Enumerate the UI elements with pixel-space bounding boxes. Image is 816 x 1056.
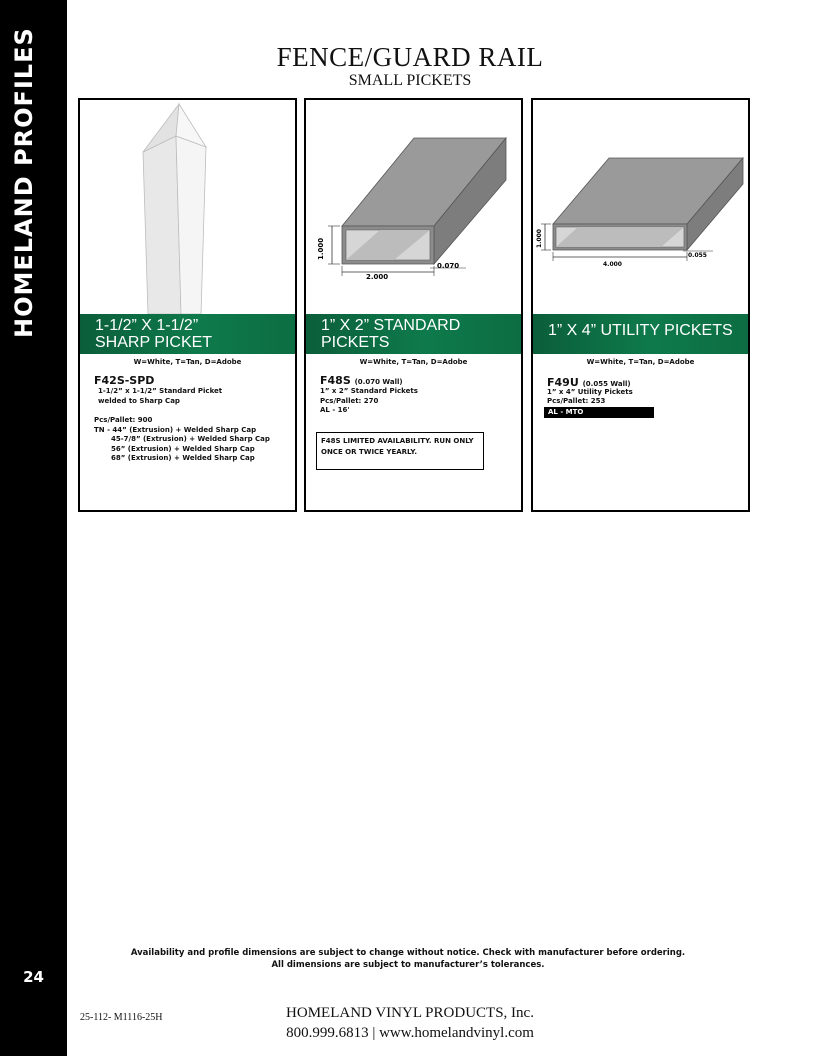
product-title-line1: 1” X 2” STANDARD <box>321 317 461 334</box>
length-option-3: 56” (Extrusion) + Welded Sharp Cap <box>111 445 255 453</box>
product-title-band <box>306 314 521 354</box>
dimension-wall-label: 0.055 <box>688 252 707 259</box>
product-title-band <box>80 314 295 354</box>
page-number: 24 <box>23 968 44 986</box>
pieces-per-pallet: Pcs/Pallet: 900 <box>94 416 153 424</box>
document-code: 25-112- M1116-25H <box>80 1012 163 1023</box>
wall-thickness: (0.055 Wall) <box>582 380 631 388</box>
product-description: 1” x 4” Utility Pickets <box>547 388 633 396</box>
company-info <box>230 1003 590 1043</box>
page-subtitle: SMALL PICKETS <box>348 72 472 89</box>
product-code: F42S-SPD <box>94 374 155 387</box>
disclaimer-line-2: All dimensions are subject to manufacturer’s tolerances. <box>271 960 545 970</box>
product-description-2: welded to Sharp Cap <box>98 397 180 405</box>
page-title: FENCE/GUARD RAIL <box>276 42 544 72</box>
length-option-2: 45-7/8” (Extrusion) + Welded Sharp Cap <box>111 435 270 443</box>
color-codes: W=White, T=Tan, D=Adobe <box>586 358 695 366</box>
product-title-line1: 1-1/2” X 1-1/2” <box>95 317 199 334</box>
dimension-height-label: 1.000 <box>536 229 543 248</box>
disclaimer <box>100 947 716 971</box>
product-description: 1” x 2” Standard Pickets <box>320 387 418 395</box>
aluminum-length: AL - MTO <box>544 407 654 418</box>
product-code: F49U <box>547 376 579 389</box>
disclaimer-line-1: Availability and profile dimensions are subject to change without notice. Check with manufacturer before ordering. <box>130 948 686 958</box>
product-code: F48S <box>320 374 351 387</box>
product-title-line1: 1” X 4” UTILITY PICKETS <box>548 322 733 339</box>
sidebar-title: HOMELAND PROFILES <box>10 27 38 338</box>
dimension-width-label: 4.000 <box>603 261 622 268</box>
sidebar <box>0 0 67 1056</box>
dimension-height-label: 1.000 <box>317 237 325 260</box>
pieces-per-pallet: Pcs/Pallet: 270 <box>320 397 379 405</box>
product-card-f42s-spd <box>78 98 297 512</box>
product-card-f48s <box>304 98 523 512</box>
utility-picket-diagram <box>533 100 748 314</box>
color-codes: W=White, T=Tan, D=Adobe <box>359 358 468 366</box>
aluminum-length: AL - 16' <box>320 406 350 414</box>
product-card-f49u <box>531 98 750 512</box>
dimension-width-label: 2.000 <box>366 273 389 281</box>
availability-notice: F48S LIMITED AVAILABILITY. RUN ONLY ONCE OR TWICE YEARLY. <box>316 432 484 470</box>
product-title-line2: SHARP PICKET <box>95 334 213 351</box>
sharp-picket-image <box>80 100 295 314</box>
color-codes: W=White, T=Tan, D=Adobe <box>133 358 242 366</box>
product-description: 1-1/2” x 1-1/2” Standard Picket <box>98 387 223 395</box>
dimension-wall-label: 0.070 <box>437 262 460 270</box>
standard-picket-diagram <box>306 100 521 314</box>
wall-thickness: (0.070 Wall) <box>354 378 403 386</box>
product-title-band <box>533 314 748 354</box>
product-title-line2: PICKETS <box>321 334 390 351</box>
company-name: HOMELAND VINYL PRODUCTS, Inc. <box>286 1005 534 1021</box>
product-code-line <box>320 374 403 387</box>
company-contact: 800.999.6813 | www.homelandvinyl.com <box>286 1025 534 1041</box>
length-option-1: TN - 44” (Extrusion) + Welded Sharp Cap <box>94 426 257 434</box>
pieces-per-pallet: Pcs/Pallet: 253 <box>547 397 606 405</box>
length-option-4: 68” (Extrusion) + Welded Sharp Cap <box>111 454 255 462</box>
